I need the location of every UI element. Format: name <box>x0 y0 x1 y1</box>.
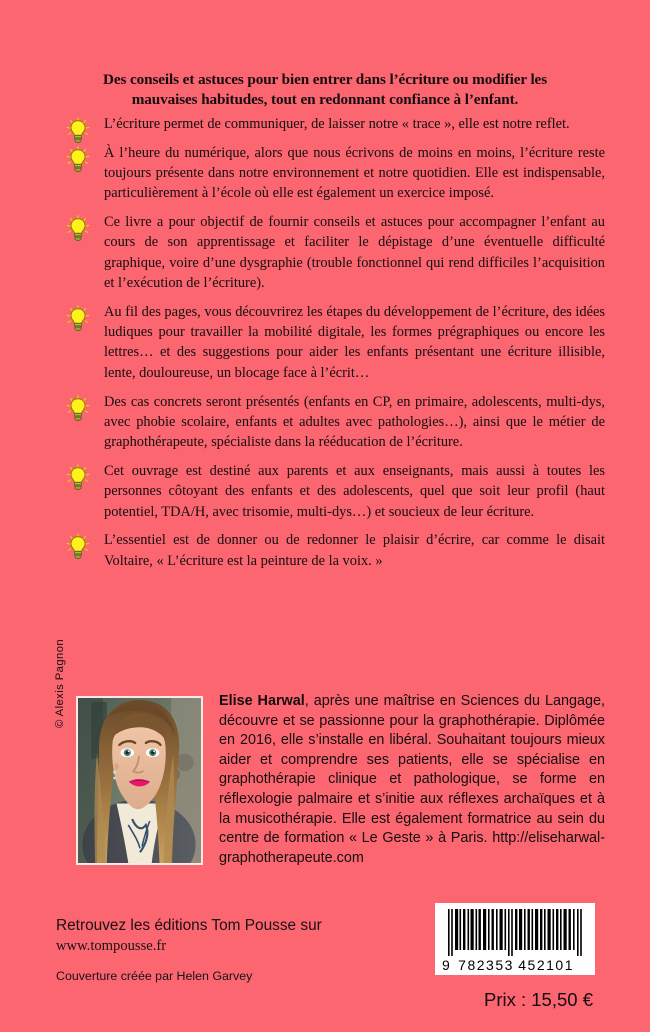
barcode-check-digit: 9 <box>442 957 450 973</box>
list-item <box>61 302 606 383</box>
list-item <box>61 530 606 571</box>
author-bio <box>219 692 605 868</box>
publisher-url-link[interactable]: www.tompousse.fr <box>56 938 167 954</box>
list-item <box>61 114 606 134</box>
author-section <box>54 638 605 874</box>
list-item-text: Cet ouvrage est destiné aux parents et aux enseignants, mais aussi à toutes les personnes côtoyant des enfants et des adolescents, quel que soit leur profil (haut potentiel, TDA/H, avec trisomie, multi-dys…) et soucieux de leur écriture. <box>104 462 605 520</box>
barcode-bars <box>442 909 588 956</box>
page-title: Des conseils et astuces pour bien entrer dans l’écriture ou modifier les mauvaises habitudes, tout en redonnant confiance à l’enfant. <box>102 71 548 108</box>
publisher-label: Retrouvez les éditions Tom Pousse sur <box>56 917 322 934</box>
lightbulb-icon <box>65 117 91 144</box>
list-item <box>61 461 606 522</box>
author-name: Elise Harwal <box>219 693 305 709</box>
author-bio-text: , après une maîtrise en Sciences du Langage, découvre et se passionne pour la graphothérapie. Diplômée en 2016, elle s’installe en libéral. Souhaitant toujours mieux aider et comprendre ses patients, elle se spécialise en graphothérapie clinique et pathologique, se forme en réflexologie palmaire et s’initie aux réflexes archaïques et à la musicothérapie. Elle est également formatrice au sein du centre de formation « Le Geste » à Paris. http://eliseharwal-graphotherapeute.com <box>219 693 605 866</box>
publisher-block <box>56 916 406 983</box>
list-item-text: Des cas concrets seront présentés (enfants en CP, en primaire, adolescents, multi-dys, avec phobie scolaire, enfants et adultes avec pathologies…), ainsi que le métier de graphothérapeute, spécialiste dans la rééducation de l’écriture. <box>104 393 605 451</box>
list-item <box>61 143 606 204</box>
photo-credit: © Alexis Pagnon <box>54 638 66 728</box>
list-item <box>61 212 606 293</box>
benefits-list <box>61 114 606 579</box>
list-item-text: Au fil des pages, vous découvrirez les étapes du développement de l’écriture, des idées ludiques pour travailler la mobilité digitale, les formes prégraphiques ou encore les lettres… et des suggestions pour aider les enfants présentant une écriture illisible, lente, douloureuse, un blocage face à l’écrit… <box>104 303 605 381</box>
barcode-block <box>435 903 595 1011</box>
lightbulb-icon <box>65 464 91 491</box>
price-label: Prix : 15,50 € <box>483 989 593 1010</box>
cover-credit: Couverture créée par Helen Garvey <box>56 969 253 983</box>
list-item-text: À l’heure du numérique, alors que nous écrivons de moins en moins, l’écriture reste toujours présente dans notre environnement et notre quotidien. Elle est indispensable, particulièrement à l’école où elle est également un exercice imposé. <box>104 144 605 202</box>
barcode <box>435 903 595 975</box>
barcode-group-right: 452101 <box>518 957 574 973</box>
list-item-text: L’écriture permet de communiquer, de laisser notre « trace », elle est notre reflet. <box>104 116 570 132</box>
list-item-text: L’essentiel est de donner ou de redonner le plaisir d’écrire, car comme le disait Voltaire, « L’écriture est la peinture de la voix. » <box>104 532 605 569</box>
lightbulb-icon <box>65 146 91 173</box>
list-item-text: Ce livre a pour objectif de fournir conseils et astuces pour accompagner l’enfant au cours de son apprentissage et faciliter le dépistage d’une éventuelle difficulté graphique, voire d’une dysgraphie (trouble fonctionnel qui rend difficiles l’acquisition et l’exécution de l’écriture). <box>104 214 605 292</box>
lightbulb-icon <box>65 533 91 560</box>
lightbulb-icon <box>65 215 91 242</box>
lightbulb-icon <box>65 395 91 422</box>
avatar <box>76 696 203 865</box>
barcode-digits <box>442 956 588 972</box>
lightbulb-icon <box>65 305 91 332</box>
list-item <box>61 392 606 453</box>
barcode-group-left: 782353 <box>458 957 514 973</box>
